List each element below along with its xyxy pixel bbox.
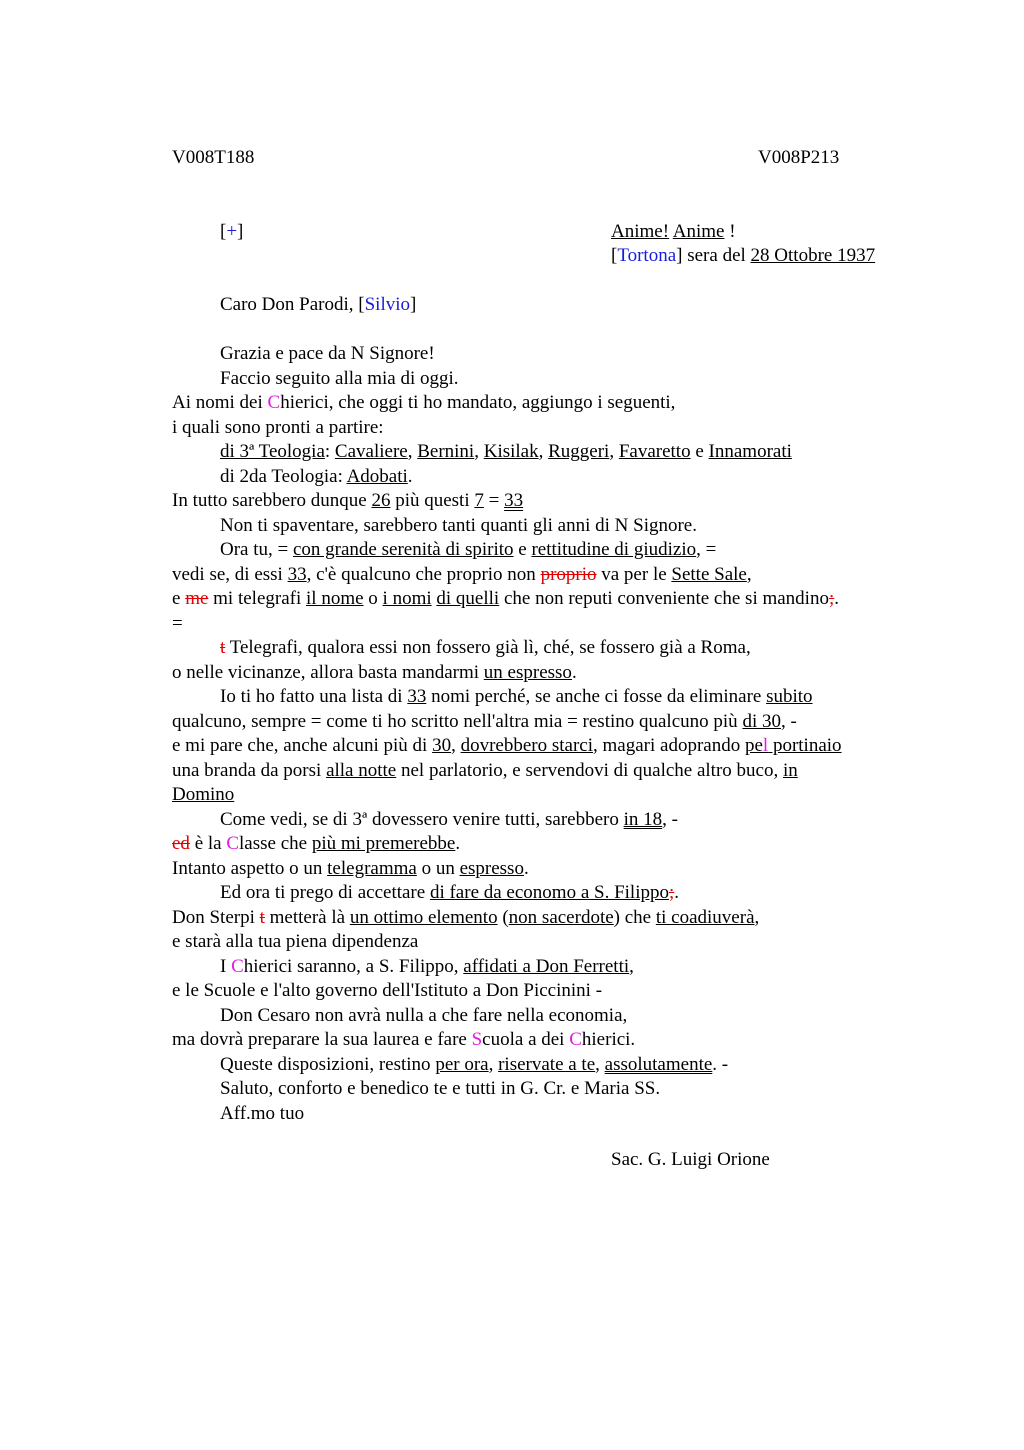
text-line: Faccio seguito alla mia di oggi. bbox=[220, 367, 459, 389]
deleted-word: ed bbox=[172, 833, 190, 854]
text-line: Ed ora ti prego di accettare di fare da economo a S. Filippo;. bbox=[220, 882, 680, 903]
deleted-word: ; bbox=[668, 882, 675, 903]
deleted-word: me bbox=[185, 588, 209, 609]
salutation: Caro Don Parodi, [Silvio] bbox=[220, 294, 417, 315]
text-line: di 3ª Teologia: Cavaliere, Bernini, Kisilak, Ruggeri, Favaretto e Innamorati bbox=[220, 441, 792, 462]
letter-body bbox=[172, 342, 907, 1126]
text-line: Saluto, conforto e benedico te e tutti in G. Cr. e Maria SS. bbox=[220, 1078, 661, 1099]
deleted-word: proprio bbox=[540, 563, 597, 585]
closing: Aff.mo tuo bbox=[220, 1102, 305, 1124]
text-line: di 2da Teologia: Adobati. bbox=[220, 465, 413, 487]
text-line: e starà alla tua piena dipendenza bbox=[172, 931, 419, 952]
text-line: una branda da porsi alla notte nel parlatorio, e servendovi di qualche altro buco, in bbox=[172, 759, 798, 781]
deleted-word: t bbox=[220, 637, 226, 658]
text-line: Io ti ho fatto una lista di 33 nomi perché, se anche ci fosse da eliminare subito bbox=[220, 686, 813, 707]
doc-code-right: V008P213 bbox=[758, 147, 840, 168]
doc-code-left: V008T188 bbox=[172, 147, 255, 168]
text-line: Grazia e pace da N Signore! bbox=[220, 343, 435, 364]
text-line: ma dovrà preparare la sua laurea e fare Scuola a dei Chierici. bbox=[172, 1029, 636, 1050]
text-line: Don Cesaro non avrà nulla a che fare nella economia, bbox=[220, 1004, 628, 1026]
text-line: t Telegrafi, qualora essi non fossero già lì, ché, se fossero già a Roma, bbox=[220, 637, 751, 658]
text-line: Ai nomi dei Chierici, che oggi ti ho mandato, aggiungo i seguenti, bbox=[172, 392, 676, 413]
text-line: e me mi telegrafi il nome o i nomi di quelli che non reputi conveniente che si mandino;. bbox=[172, 588, 839, 609]
text-line: ed è la Classe che più mi premerebbe. bbox=[172, 833, 461, 854]
text-line: Domino bbox=[172, 784, 235, 805]
text-line: Intanto aspetto o un telegramma o un espresso. bbox=[172, 857, 529, 879]
text-line: Come vedi, se di 3ª dovessero venire tutti, sarebbero in 18, - bbox=[220, 808, 678, 830]
text-line: = bbox=[172, 612, 183, 634]
text-line: I Chierici saranno, a S. Filippo, affidati a Don Ferretti, bbox=[220, 955, 634, 977]
text-line: Queste disposizioni, restino per ora, riservate a te, assolutamente. - bbox=[220, 1053, 729, 1075]
text-line: i quali sono pronti a partire: bbox=[172, 416, 384, 438]
text-line: vedi se, di essi 33, c'è qualcuno che proprio non proprio va per le Sette Sale, bbox=[172, 563, 752, 585]
text-line: e mi pare che, anche alcuni più di 30, dovrebbero starci, magari adoprando pel portinaio bbox=[172, 735, 842, 756]
text-line: Ora tu, = con grande serenità di spirito e rettitudine di giudizio, = bbox=[220, 539, 717, 560]
text-line: e le Scuole e l'alto governo dell'Istituto a Don Piccinini - bbox=[172, 980, 603, 1001]
text-line: Don Sterpi t metterà là un ottimo elemento (non sacerdote) che ti coadiuverà, bbox=[172, 906, 760, 928]
motto: Anime! Anime ! bbox=[611, 221, 736, 242]
deleted-word: t bbox=[259, 906, 265, 928]
text-line: qualcuno, sempre = come ti ho scritto nell'altra mia = restino qualcuno più di 30, - bbox=[172, 710, 797, 732]
place-date: [Tortona] sera del 28 Ottobre 1937 bbox=[611, 245, 876, 266]
signature: Sac. G. Luigi Orione bbox=[611, 1149, 770, 1170]
text-line: o nelle vicinanze, allora basta mandarmi un espresso. bbox=[172, 661, 577, 683]
text-line: Non ti spaventare, sarebbero tanti quanti gli anni di N Signore. bbox=[220, 514, 697, 536]
deleted-word: ; bbox=[828, 588, 835, 609]
cross-mark: [+] bbox=[220, 221, 244, 242]
text-line: In tutto sarebbero dunque 26 più questi 7 = 33 bbox=[172, 490, 524, 511]
